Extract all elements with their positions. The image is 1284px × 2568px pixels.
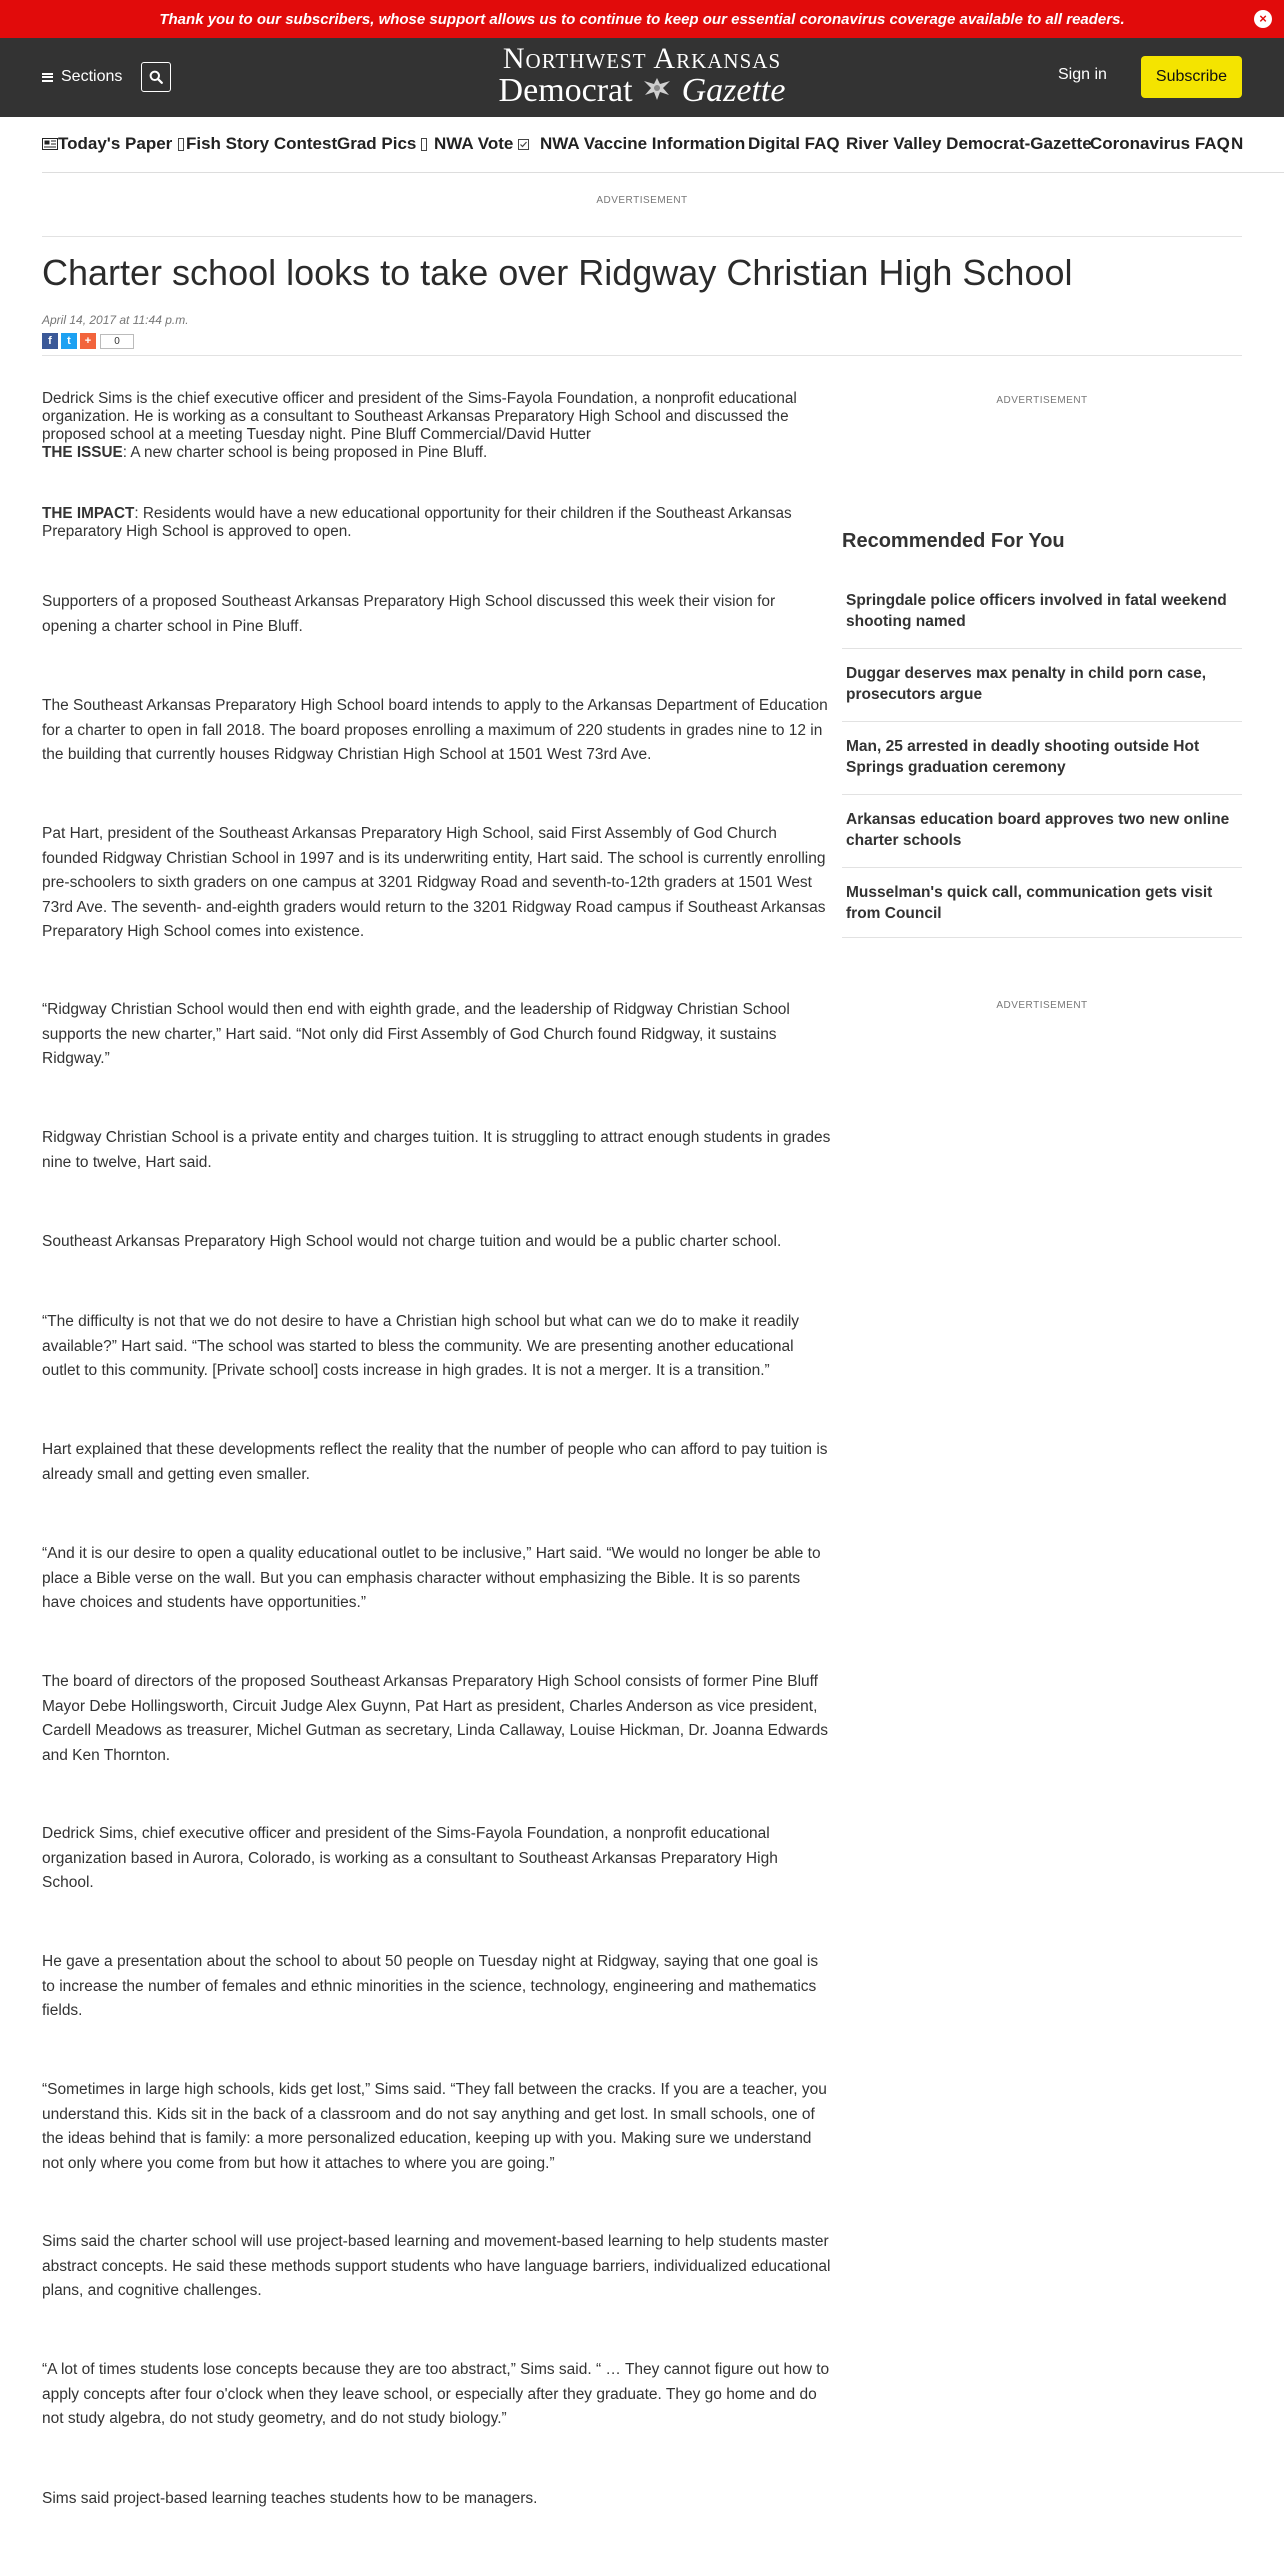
nav-item-fish-story-contest[interactable] <box>178 134 337 154</box>
ballot-box-icon <box>518 139 529 150</box>
hamburger-icon <box>42 73 53 82</box>
issue-label: THE ISSUE <box>42 444 123 461</box>
nav-item-todays-paper[interactable] <box>42 134 172 154</box>
camera-icon <box>421 138 427 151</box>
nav-item-grad-pics[interactable] <box>337 134 427 154</box>
impact-summary <box>42 505 822 541</box>
recommended-title: Recommended For You <box>842 530 1065 552</box>
recommended-item[interactable] <box>842 795 1242 868</box>
share-bar <box>42 333 134 349</box>
recommended-item[interactable] <box>842 868 1242 938</box>
divider <box>42 355 1242 356</box>
article-paragraph: Sims said the charter school will use project-based learning and movement-based learning to help students master abstract concepts. He said these methods support students who have language barriers, individualized educational plans, and cognitive challenges. <box>42 2233 831 2299</box>
recommended-item[interactable] <box>842 722 1242 795</box>
nav-item-river-valley[interactable]: River Valley Democrat-Gazette <box>846 134 1092 153</box>
article-paragraph: “Sometimes in large high schools, kids get lost,” Sims said. “They fall between the cracks. If you are a teacher, you understand this. Kids sit in the back of a classroom and do not say anything and get lost. In small schools, one of the ideas behind that is family: a more personalized education, keeping up with you. Making sure we understand not only where you come from but how it attaches to where you are going.” <box>42 2081 827 2172</box>
article-paragraph: “Ridgway Christian School would then end with eighth grade, and the leadership of Ridgway Christian School supports the new charter,” Hart said. “Not only did First Assembly of God Church found Ridgway, it sustains Ridgway.” <box>42 1001 790 1067</box>
nav-item-nwa-vote[interactable] <box>434 134 529 154</box>
article-date: April 14, 2017 at 11:44 p.m. <box>42 313 189 327</box>
subscriber-notice-bar <box>0 0 1284 38</box>
article-paragraph: He gave a presentation about the school to about 50 people on Tuesday night at Ridgway, saying that one goal is to increase the number of females and ethnic minorities in the science, technology, engineering and mathematics fields. <box>42 1953 819 2019</box>
recommended-item[interactable] <box>842 649 1242 722</box>
sign-in-link[interactable]: Sign in <box>1058 66 1107 83</box>
search-icon <box>149 70 163 84</box>
sections-menu-button[interactable] <box>42 68 122 86</box>
logo-word-gazette: Gazette <box>681 72 786 109</box>
issue-text: : A new charter school is being proposed in Pine Bluff. <box>122 444 488 461</box>
recommended-link[interactable]: Musselman's quick call, communication gets visit from Council <box>846 884 1213 922</box>
recommended-link[interactable]: Springdale police officers involved in fatal weekend shooting named <box>846 592 1227 630</box>
eagle-emblem-icon <box>641 75 673 103</box>
photo-caption: Dedrick Sims is the chief executive officer and president of the Sims-Fayola Foundation, a nonprofit educational organization. He is working as a consultant to Southeast Arkansas Preparatory High School and discussed the proposed school at a meeting Tuesday night. Pine Bluff Commercial/David Hutter <box>42 390 797 443</box>
fish-icon <box>178 138 184 151</box>
facebook-icon[interactable]: f <box>42 333 58 349</box>
article-paragraph: “The difficulty is not that we do not desire to have a Christian high school but what can we do to make it readily available?” Hart said. “The school was started to bless the community. We are presenting another educational outlet to this community. [Private school] costs increase in high grades. It is not a merger. It is a transition.” <box>42 1313 800 1379</box>
impact-block <box>42 505 822 541</box>
site-logo[interactable] <box>440 44 844 110</box>
article-paragraph: “And it is our desire to open a quality educational outlet to be inclusive,” Hart said. “We would no longer be able to place a Bible verse on the wall. But you can emphasis character without emphasizing the Bible. It is so parents have choices and students have opportunities.” <box>42 1545 821 1611</box>
article-paragraph: The board of directors of the proposed Southeast Arkansas Preparatory High School consists of former Pine Bluff Mayor Debe Hollingsworth, Circuit Judge Alex Guynn, Pat Hart as president, Charles Anderson as vice president, Cardell Meadows as treasurer, Michel Gutman as secretary, Linda Callaway, Louise Hickman, Dr. Joanna Edwards and Ken Thornton. <box>42 1673 828 1764</box>
article-paragraph: Ridgway Christian School is a private entity and charges tuition. It is struggling to attract enough students in grades nine to twelve, Hart said. <box>42 1129 831 1171</box>
divider <box>42 236 1242 237</box>
site-header <box>0 38 1284 117</box>
logo-line-1: Northwest Arkansas <box>502 42 782 75</box>
nav-label: NWA Vote <box>434 134 514 153</box>
advertisement-label: ADVERTISEMENT <box>996 1000 1088 1011</box>
search-button[interactable] <box>141 62 171 92</box>
impact-text: : Residents would have a new educational opportunity for their children if the Southeast Arkansas Preparatory High School is approved to open. <box>42 505 792 540</box>
article-paragraph: Southeast Arkansas Preparatory High School would not charge tuition and would be a public charter school. <box>42 1233 782 1250</box>
subscribe-button[interactable]: Subscribe <box>1141 56 1242 98</box>
newspaper-icon <box>42 138 58 150</box>
photo-caption-block <box>42 390 822 462</box>
nav-label: Grad Pics <box>337 134 417 153</box>
close-icon[interactable]: × <box>1254 10 1272 28</box>
nav-item-vaccine-info[interactable]: NWA Vaccine Information <box>540 134 746 153</box>
nav-item-overflow[interactable]: N <box>1231 134 1244 153</box>
nav-label: Fish Story Contest <box>186 134 338 153</box>
impact-label: THE IMPACT <box>42 505 135 522</box>
logo-word-democrat: Democrat <box>498 72 633 109</box>
article-paragraph: Supporters of a proposed Southeast Arkansas Preparatory High School discussed this week their vision for opening a charter school in Pine Bluff. <box>42 593 776 635</box>
nav-item-digital-faq[interactable]: Digital FAQ <box>748 134 840 153</box>
article-paragraph: “A lot of times students lose concepts because they are too abstract,” Sims said. “ … They cannot figure out how to apply concepts after four o'clock when they leave school, or especially after they graduate. They go home and do not study algebra, do not study geometry, and do not study biology.” <box>42 2361 830 2427</box>
advertisement-label: ADVERTISEMENT <box>596 195 688 206</box>
recommended-item[interactable] <box>842 576 1242 649</box>
recommended-link[interactable]: Man, 25 arrested in deadly shooting outside Hot Springs graduation ceremony <box>846 738 1200 776</box>
sections-label: Sections <box>61 68 123 85</box>
article-paragraph: Dedrick Sims, chief executive officer and president of the Sims-Fayola Foundation, a nonprofit educational organization based in Aurora, Colorado, is working as a consultant to Southeast Arkansas Preparatory High School. <box>42 1825 778 1891</box>
twitter-icon[interactable]: t <box>61 333 77 349</box>
logo-line-2 <box>440 74 844 108</box>
article-paragraph: The Southeast Arkansas Preparatory High School board intends to apply to the Arkansas Department of Education for a charter to open in fall 2018. The board proposes enrolling a maximum of 220 students in grades nine to 12 in the building that currently houses Ridgway Christian High School at 1501 West 73rd Ave. <box>42 697 828 763</box>
nav-item-coronavirus-faq[interactable]: Coronavirus FAQ <box>1090 134 1230 153</box>
recommended-link[interactable]: Duggar deserves max penalty in child porn case, prosecutors argue <box>846 665 1207 703</box>
advertisement-label: ADVERTISEMENT <box>996 395 1088 406</box>
article-paragraph: Sims said project-based learning teaches students how to be managers. <box>42 2490 538 2507</box>
share-count: 0 <box>100 334 134 349</box>
nav-label: Today's Paper <box>58 134 173 153</box>
recommended-link[interactable]: Arkansas education board approves two new online charter schools <box>846 811 1230 849</box>
top-nav <box>42 117 1284 173</box>
article-headline: Charter school looks to take over Ridgway Christian High School <box>42 252 1073 293</box>
issue-summary <box>42 444 822 462</box>
notice-text: Thank you to our subscribers, whose support allows us to continue to keep our essential coronavirus coverage available to all readers. <box>159 10 1125 28</box>
share-plus-icon[interactable]: + <box>80 333 96 349</box>
article-paragraph: Hart explained that these developments reflect the reality that the number of people who can afford to pay tuition is already small and getting even smaller. <box>42 1441 828 1483</box>
article-paragraph: Pat Hart, president of the Southeast Arkansas Preparatory High School, said First Assembly of God Church founded Ridgway Christian School in 1997 and is its underwriting entity, Hart said. The school is currently enrolling pre-schoolers to sixth graders on one campus at 3201 Ridgway Road and seventh-to-12th graders at 1501 West 73rd Ave. The seventh- and-eighth graders would return to the 3201 Ridgway Road campus if Southeast Arkansas Preparatory High School comes into existence. <box>42 825 826 940</box>
